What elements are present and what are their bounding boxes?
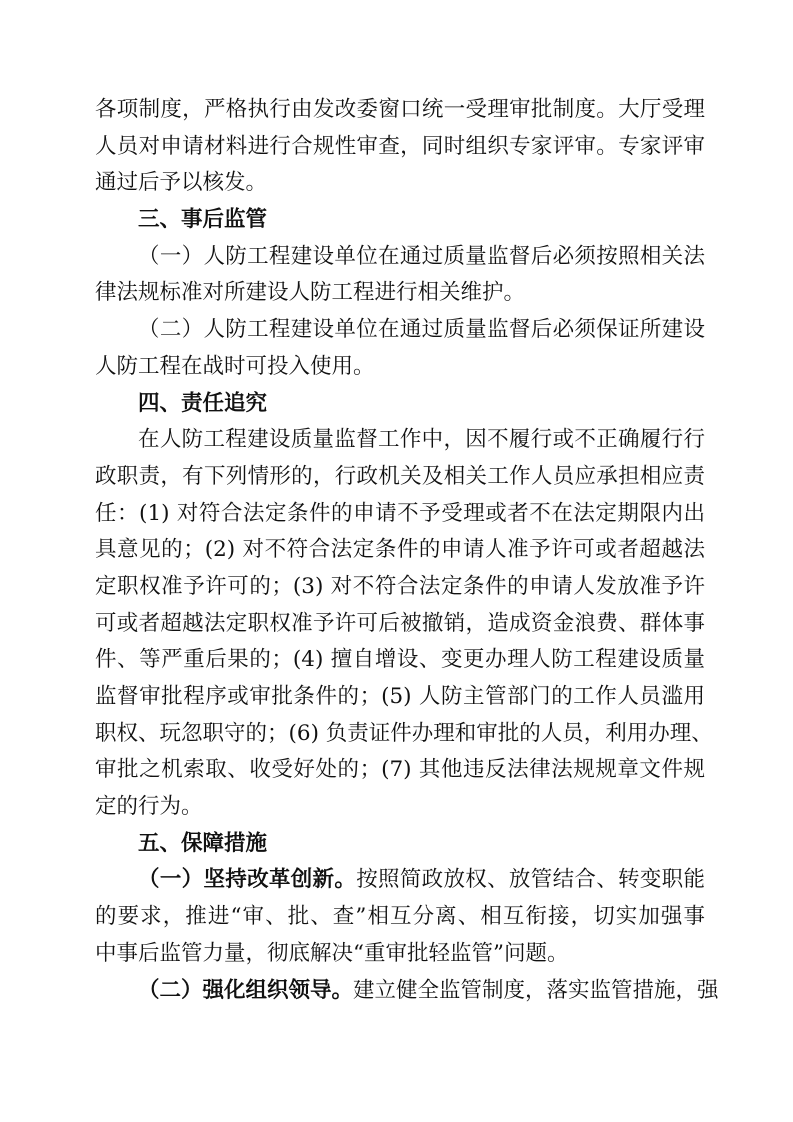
document-page <box>95 92 719 1009</box>
body-text: 建立健全监管制度，落实监管措施，强 <box>353 977 719 1003</box>
body-line: 具意见的；(2) 对不符合法定条件的申请人准予许可或者超越法 <box>95 537 705 563</box>
body-line: 人员对申请材料进行合规性审查，同时组织专家评审。专家评审 <box>95 133 705 159</box>
bold-lead-phrase: （二）强化组织领导。 <box>138 977 354 1003</box>
body-line: 律法规标准对所建设人防工程进行相关维护。 <box>95 280 526 306</box>
body-line: 中事后监管力量，彻底解决“重审批轻监管”问题。 <box>95 940 569 966</box>
body-text: 按照简政放权、放管结合、转变职能 <box>356 867 705 893</box>
body-line: 定职权准予许可的；(3) 对不符合法定条件的申请人发放准予许 <box>95 573 705 599</box>
body-line: 在人防工程建设质量监督工作中，因不履行或不正确履行行 <box>138 427 705 453</box>
body-line <box>95 973 719 1010</box>
body-line <box>95 862 705 899</box>
bold-lead-phrase: （一）坚持改革创新。 <box>138 867 357 893</box>
body-line: 件、等严重后果的；(4) 擅自增设、变更办理人防工程建设质量 <box>95 647 705 673</box>
body-line: 各项制度，严格执行由发改委窗口统一受理审批制度。大厅受理 <box>95 97 705 122</box>
body-line: 定的行为。 <box>95 794 203 820</box>
body-line: 审批之机索取、收受好处的；(7) 其他违反法律法规规章文件规 <box>95 757 705 783</box>
section-heading: 四、责任追究 <box>138 390 268 416</box>
body-line: 职权、玩忽职守的；(6) 负责证件办理和审批的人员，利用办理、 <box>95 720 713 746</box>
body-line: 通过后予以核发。 <box>95 170 268 196</box>
body-line: 可或者超越法定职权准予许可后被撤销，造成资金浪费、群体事 <box>95 610 705 636</box>
body-line: （二）人防工程建设单位在通过质量监督后必须保证所建设 <box>138 317 705 343</box>
body-line: 监督审批程序或审批条件的；(5) 人防主管部门的工作人员滥用 <box>95 684 705 709</box>
section-heading: 三、事后监管 <box>138 207 268 233</box>
body-line: 任：(1) 对符合法定条件的申请不予受理或者不在法定期限内出 <box>95 500 705 526</box>
body-line: 政职责，有下列情形的，行政机关及相关工作人员应承担相应责 <box>95 463 705 489</box>
body-line: 人防工程在战时可投入使用。 <box>95 353 375 379</box>
section-heading: 五、保障措施 <box>138 830 268 856</box>
body-line: （一）人防工程建设单位在通过质量监督后必须按照相关法 <box>138 243 705 269</box>
body-line: 的要求，推进“审、批、查”相互分离、相互衔接，切实加强事 <box>95 904 705 930</box>
